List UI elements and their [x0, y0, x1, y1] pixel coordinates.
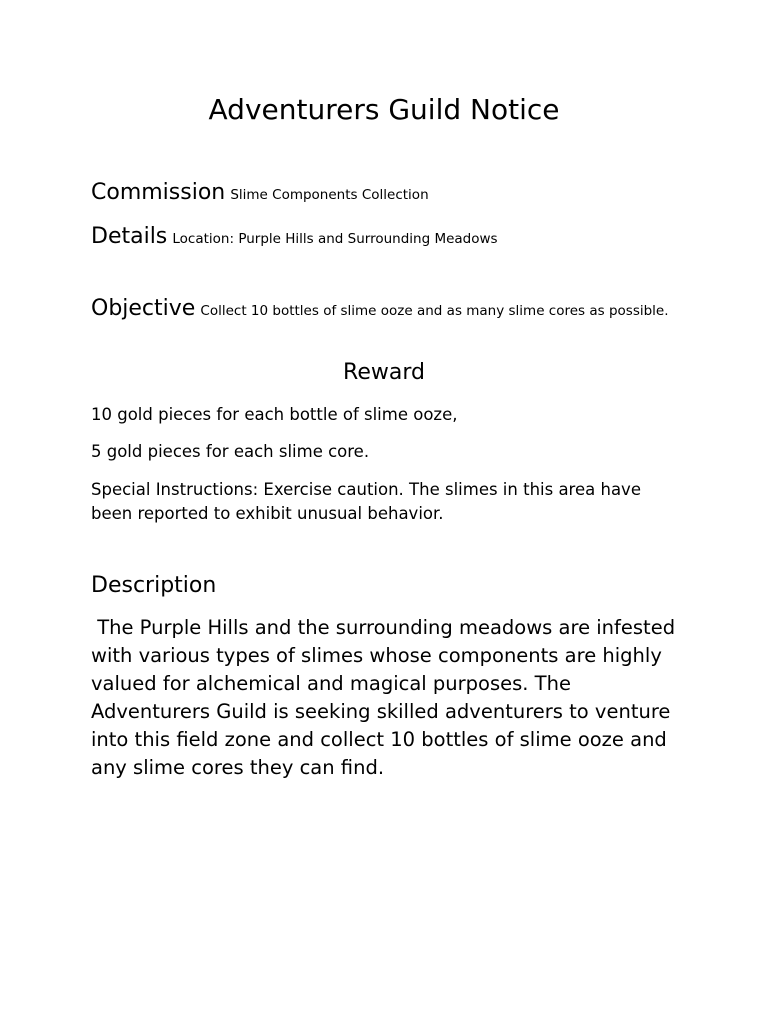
description-body: The Purple Hills and the surrounding meadows are infested with various types of slimes whose components are highly valued for alchemical and magical purposes. The Adventurers Guild is seeking skilled adventurers to venture into this field zone and collect 10 bottles of slime ooze and any slime cores they can find.: [91, 616, 682, 779]
reward-line-core: 5 gold pieces for each slime core.: [91, 442, 370, 461]
objective-value: Collect 10 bottles of slime ooze and as many slime cores as possible.: [200, 303, 669, 319]
description-heading: Description: [91, 573, 217, 598]
details-line: [91, 222, 677, 254]
objective-line: [91, 298, 677, 321]
commission-line: [91, 178, 677, 210]
page-title: Adventurers Guild Notice: [208, 93, 560, 126]
details-label: Details: [91, 224, 168, 249]
reward-line-ooze: 10 gold pieces for each bottle of slime ooze,: [91, 405, 458, 424]
reward-heading: Reward: [343, 360, 425, 385]
commission-value: Slime Components Collection: [230, 187, 429, 203]
details-value: Location: Purple Hills and Surrounding Meadows: [172, 231, 498, 247]
commission-label: Commission: [91, 180, 226, 205]
notice-page: [91, 0, 682, 1024]
objective-label: Objective: [91, 296, 196, 321]
special-instructions: Special Instructions: Exercise caution. The slimes in this area have been reported to exhibit unusual behavior.: [91, 480, 641, 523]
